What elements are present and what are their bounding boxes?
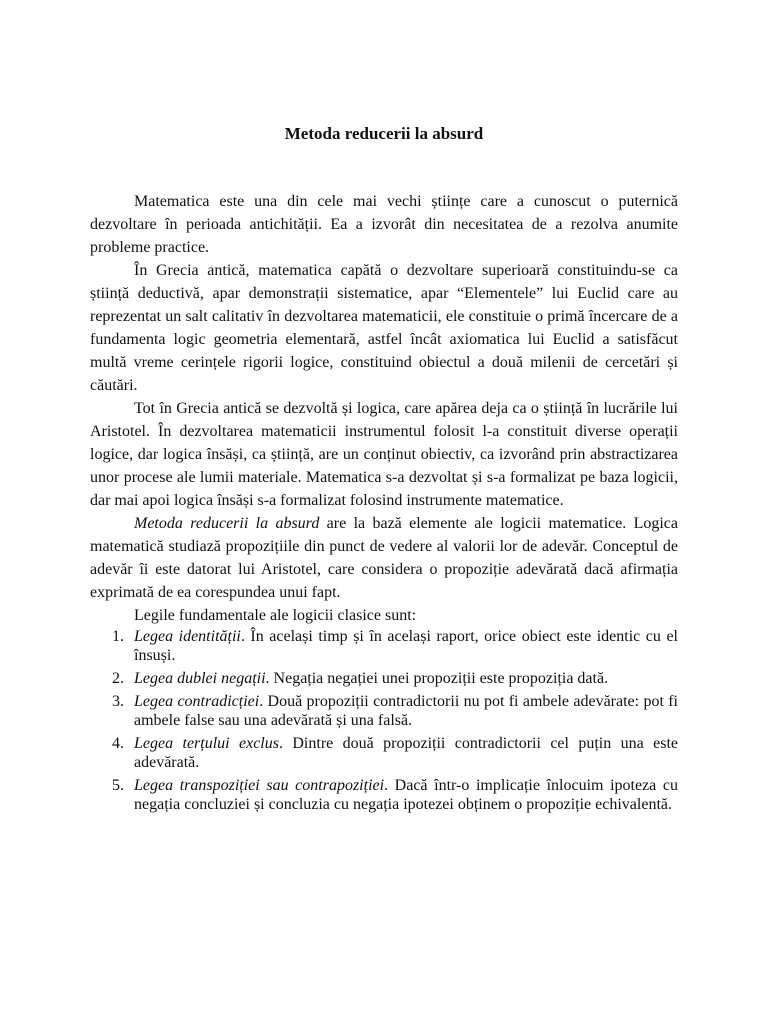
law-name: Legea transpoziției sau contrapoziției	[134, 777, 385, 794]
law-text: . Dacă într-o implicație înlocuim ipoteza cu negația concluziei și concluzia cu negația ipotezei obținem o propoziție echivalentă.	[134, 777, 678, 813]
law-text: . În același timp și în același raport, orice obiect este identic cu el însuși.	[134, 628, 678, 664]
method-name: Metoda reducerii la absurd	[134, 515, 320, 532]
list-item	[112, 776, 678, 814]
method-description: are la bază elemente ale logicii matematice. Logica matematică studiază propozițiile din punct de vedere al valorii lor de adevăr. Conceptul de adevăr îi este datorat lui Aristotel, care considera o propoziție adevărată dacă afirmația exprimată de ea corespundea unui fapt.	[90, 515, 678, 601]
laws-intro: Legile fundamentale ale logicii clasice sunt:	[134, 607, 417, 624]
law-text: . Două propoziții contradictorii nu pot fi ambele adevărate: pot fi ambele false sau una adevărată și una falsă.	[134, 693, 678, 729]
law-text: . Negația negației unei propoziții este propoziția dată.	[265, 670, 609, 687]
list-item-number: 1.	[112, 628, 124, 645]
law-name: Legea dublei negații	[134, 670, 266, 687]
list-item	[112, 692, 678, 730]
list-item-number: 4.	[112, 735, 124, 752]
paragraph-1: Matematica este una din cele mai vechi științe care a cunoscut o puternică dezvoltare în perioada antichității. Ea a izvorât din necesitatea de a rezolva anumite probleme practice.	[90, 193, 678, 256]
list-item-number: 3.	[112, 693, 124, 710]
paragraph-2: În Grecia antică, matematica capătă o dezvoltare superioară constituindu-se ca știință deductivă, apar demonstrații sistematice, apar “Elementele” lui Euclid care au reprezentat un salt calitativ în dezvoltarea matematicii, ele constituie o primă încercare de a fundamenta logic geometria elementară, astfel încât axiomatica lui Euclid a satisfăcut multă vreme cerințele rigorii logice, constituind obiectul a două milenii de cercetări și căutări.	[90, 262, 678, 394]
list-item	[112, 669, 678, 688]
paragraph-method	[90, 512, 678, 604]
list-item	[112, 734, 679, 772]
laws-list	[90, 627, 678, 814]
paragraph-3: Tot în Grecia antică se dezvoltă și logica, care apărea deja ca o știință în lucrările lui Aristotel. În dezvoltarea matematicii instrumentul folosit l-a constituit diverse operații logice, dar logica însăși, ca știință, are un conținut obiectiv, ca izvorând prin abstractizarea unor procese ale lumii materiale. Matematica s-a dezvoltat și s-a formalizat pe baza logicii, dar mai apoi logica însăși s-a formalizat folosind instrumente matematice.	[90, 400, 678, 509]
list-item-number: 2.	[112, 670, 124, 687]
document-body	[90, 190, 678, 818]
law-name: Legea contradicției	[134, 693, 260, 710]
law-name: Legea identității	[134, 628, 241, 645]
page-title: Metoda reducerii la absurd	[284, 124, 484, 143]
list-item-number: 5.	[112, 777, 124, 794]
list-item	[112, 627, 678, 665]
law-name: Legea terțului exclus	[134, 735, 279, 752]
law-text: . Dintre două propoziții contradictorii cel puțin una este adevărată.	[134, 735, 679, 771]
